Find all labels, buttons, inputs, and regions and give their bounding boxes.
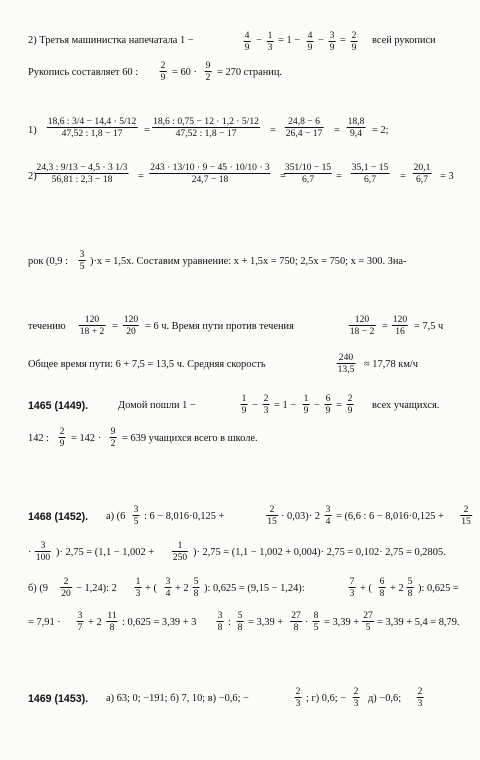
- text: · 0,03)· 2: [281, 511, 320, 522]
- text: =: [382, 321, 388, 332]
- fraction: 2 9: [351, 30, 357, 53]
- text: : 0,625 = 3,39 + 3: [122, 617, 197, 628]
- text: =: [340, 35, 346, 46]
- fraction: 2 15: [267, 504, 277, 527]
- solution-1460-line-1: [0, 30, 480, 56]
- fraction: 3 4: [325, 504, 331, 527]
- text: − 1,24): 2: [76, 583, 117, 594]
- text: всех учащихся.: [372, 400, 440, 411]
- text: = 1 −: [274, 400, 297, 411]
- fraction: 18,8 9,4: [347, 116, 365, 139]
- text: −: [256, 35, 262, 46]
- fraction: 120 18 − 2: [349, 314, 375, 337]
- text: =: [280, 171, 286, 182]
- text: ; г) 0,6; −: [306, 693, 347, 704]
- fraction: 120 16: [392, 314, 408, 337]
- problem-1465-line-1: [0, 393, 480, 419]
- text: = 142 ·: [71, 433, 102, 444]
- fraction: 120 18 + 2: [79, 314, 105, 337]
- text: = 7,91 ·: [28, 617, 61, 628]
- text: = 3,39 + 5,4 = 8,79.: [377, 617, 460, 628]
- fraction: 24,8 − 6 26,4 − 17: [285, 116, 323, 139]
- fraction: 20,1 6,7: [413, 162, 431, 185]
- text: 2): [28, 171, 37, 182]
- fraction: 11 8: [107, 610, 117, 633]
- fraction: 4 9: [244, 30, 250, 53]
- text: Рукопись составляет 60 :: [28, 67, 139, 78]
- text: = 3,39 +: [324, 617, 360, 628]
- fraction: 24,3 : 9/13 − 4,5 · 3 1/3 56,81 : 2,3 − 18: [36, 162, 128, 185]
- text: 1): [28, 125, 37, 136]
- text: :: [228, 617, 231, 628]
- fraction: 3 8: [217, 610, 223, 633]
- text: =: [138, 171, 144, 182]
- text: : 6 − 8,016·0,125 +: [144, 511, 225, 522]
- text: течению: [28, 321, 66, 332]
- text: б) (9: [28, 583, 48, 594]
- text: + 2: [175, 583, 189, 594]
- fraction: 243 · 13/10 · 9 − 45 · 10/10 · 3 24,7 − 18: [150, 162, 270, 185]
- fraction: 18,6 : 0,75 − 12 · 1,2 · 5/12 47,52 : 1,8 − 17: [153, 116, 259, 139]
- text: =: [270, 125, 276, 136]
- fraction: 6 8: [379, 576, 385, 599]
- problem-1464-line-3: [0, 352, 480, 378]
- fraction: 2 9: [347, 393, 353, 416]
- text: ≈ 17,78 км/ч: [364, 359, 419, 370]
- fraction: 5 8: [237, 610, 243, 633]
- text: = 60 ·: [172, 67, 197, 78]
- fraction: 2 9: [59, 426, 65, 449]
- text: )· 2,75 = (1,1 − 1,002 +: [56, 547, 155, 558]
- text: = (6,6 : 6 − 8,016·0,125 +: [336, 511, 444, 522]
- fraction: 240 13,5: [337, 352, 355, 375]
- problem-1465-line-2: [0, 426, 480, 452]
- text: ·: [305, 617, 309, 628]
- text: −: [252, 400, 258, 411]
- fraction: 18,6 : 3/4 − 14,4 · 5/12 47,52 : 1,8 − 17: [47, 116, 137, 139]
- problem-1463-line-2: [0, 249, 480, 275]
- heading: 1465 (1449).: [28, 400, 89, 412]
- text: = 6 ч. Время пути против течения: [145, 321, 294, 332]
- fraction: 4 9: [307, 30, 313, 53]
- text: −: [318, 35, 324, 46]
- fraction: 1 9: [241, 393, 247, 416]
- fraction: 2 20: [61, 576, 71, 599]
- problem-1468-line-2: [0, 538, 480, 568]
- fraction: 9 2: [205, 60, 211, 83]
- problem-1461-part-2: [0, 162, 480, 192]
- text: Общее время пути: 6 + 7,5 = 13,5 ч. Средняя скорость: [28, 359, 266, 370]
- text: + (: [360, 583, 372, 594]
- text: ): 0,625 =: [418, 583, 459, 594]
- heading: 1468 (1452).: [28, 511, 89, 523]
- solution-1460-line-2: [0, 60, 480, 86]
- fraction: 1 3: [135, 576, 141, 599]
- fraction: 2 3: [353, 686, 359, 709]
- text: )· 2,75 = (1,1 − 1,002 + 0,004)· 2,75 = 0,102· 2,75 = 0,2805.: [193, 547, 446, 558]
- heading: 1469 (1453).: [28, 693, 89, 705]
- text: д) −0,6;: [368, 693, 402, 704]
- text: Домой пошли 1 −: [118, 400, 196, 411]
- fraction: 2 9: [160, 60, 166, 83]
- fraction: 8 5: [313, 610, 319, 633]
- text: ): 0,625 = (9,15 − 1,24):: [204, 583, 305, 594]
- fraction: 2 3: [295, 686, 301, 709]
- fraction: 7 3: [349, 576, 355, 599]
- text: =: [400, 171, 406, 182]
- text: 2) Третья машинистка напечатала 1 −: [28, 35, 194, 46]
- fraction: 351/10 − 15 6,7: [284, 162, 332, 185]
- text: + 2: [88, 617, 102, 628]
- text: + (: [145, 583, 157, 594]
- text: =: [112, 321, 118, 332]
- fraction: 3 9: [329, 30, 335, 53]
- text: = 3: [440, 171, 454, 182]
- text: =: [334, 125, 340, 136]
- text: =: [144, 125, 150, 136]
- fraction: 2 15: [461, 504, 471, 527]
- text: =: [336, 400, 342, 411]
- fraction: 35,1 − 15 6,7: [351, 162, 389, 185]
- text: всей рукописи: [372, 35, 436, 46]
- fraction: 27 8: [291, 610, 301, 633]
- problem-1468-line-4: [0, 608, 480, 638]
- problem-1461-part-1: [0, 116, 480, 146]
- fraction: 1 9: [303, 393, 309, 416]
- text: + 2: [390, 583, 404, 594]
- text: а) (6: [106, 511, 126, 522]
- text: = 2;: [372, 125, 389, 136]
- fraction: 3 5: [133, 504, 139, 527]
- text: = 3,39 +: [248, 617, 284, 628]
- fraction: 3 100: [35, 540, 51, 563]
- problem-1469: [0, 684, 480, 714]
- fraction: 3 5: [79, 249, 85, 272]
- fraction: 5 8: [193, 576, 199, 599]
- text: = 270 страниц.: [217, 67, 283, 78]
- text: )·x = 1,5x. Составим уравнение: x + 1,5x = 750; 2,5x = 750; x = 300. Зна-: [90, 256, 407, 267]
- fraction: 120 20: [123, 314, 139, 337]
- fraction: 6 9: [325, 393, 331, 416]
- text: = 1 −: [278, 35, 301, 46]
- fraction: 3 7: [77, 610, 83, 633]
- problem-1464-line-2: [0, 314, 480, 340]
- text: рок (0,9 :: [28, 256, 68, 267]
- fraction: 3 4: [165, 576, 171, 599]
- text: ·: [28, 547, 32, 558]
- fraction: 27 5: [363, 610, 373, 633]
- fraction: 2 3: [417, 686, 423, 709]
- text: = 7,5 ч: [414, 321, 444, 332]
- problem-1468-line-3: [0, 574, 480, 604]
- fraction: 5 8: [407, 576, 413, 599]
- text: =: [336, 171, 342, 182]
- fraction: 1 250: [172, 540, 188, 563]
- text: −: [314, 400, 320, 411]
- text: = 639 учащихся всего в школе.: [122, 433, 258, 444]
- text: а) 63; 0; −191; б) 7, 10; в) −0,6; −: [106, 693, 249, 704]
- problem-1468-line-1: [0, 502, 480, 532]
- fraction: 9 2: [110, 426, 116, 449]
- fraction: 1 3: [267, 30, 273, 53]
- text: 142 :: [28, 433, 50, 444]
- fraction: 2 3: [263, 393, 269, 416]
